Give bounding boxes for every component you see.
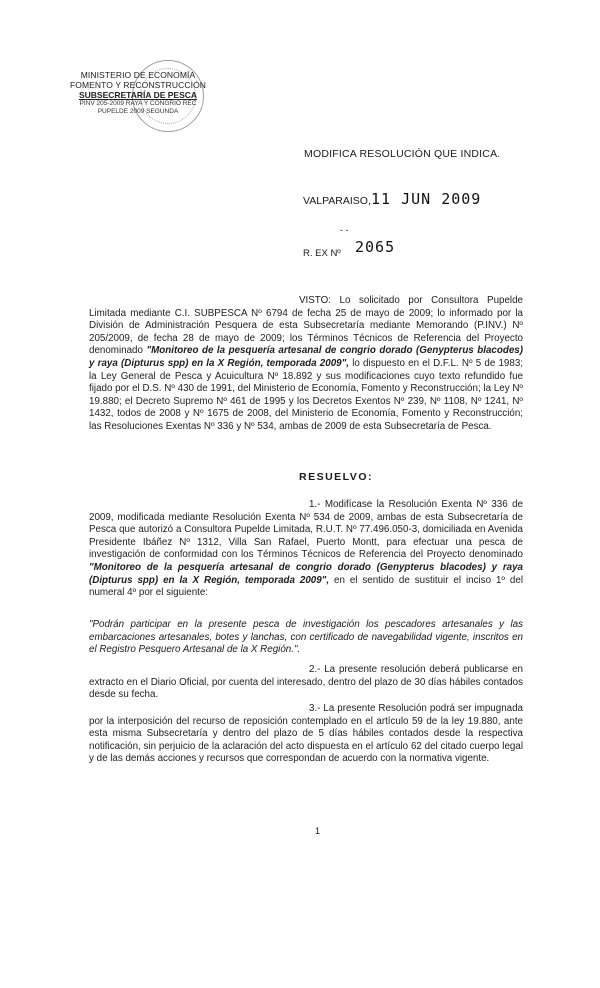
resolution-label: R. EX Nº xyxy=(303,248,341,259)
article-2 xyxy=(89,664,523,702)
date-stamp: 11 JUN 2009 xyxy=(371,190,482,208)
place-label: VALPARAISO, xyxy=(303,195,371,207)
article-1-text-continued: en el sentido de sustituir el inciso 1º del numeral 4º por el siguiente: xyxy=(89,574,523,599)
ministry-stamp xyxy=(58,70,218,116)
article-1-text: 2009, modificada mediante Resolución Exenta Nº 534 de 2009, ambas de esta Subsecretaría de Pesca que autorizó a Consultora Pupelde Limitada, R.U.T. Nº 77.496.050-3, domiciliada en Avenida Presidente Ibáñez Nº 1312, Villa San Rafael, Puerto Montt, para efectuar una pesca de investigación de conformidad con los Términos Técnicos de Referencia del Proyecto denominado xyxy=(89,511,523,561)
ministry-line-2: FOMENTO Y RECONSTRUCCIÓN xyxy=(69,80,207,90)
article-1 xyxy=(89,499,523,600)
visto-paragraph xyxy=(89,295,523,434)
article-3-lead: 3.- La presente Resolución podrá ser impugnada xyxy=(309,703,523,714)
article-1-project-name: "Monitoreo de la pesquería artesanal de congrio dorado (Genypterus blacodes) y raya (Dipturus spp) en la X Región, temporada 2009", xyxy=(89,561,523,586)
visto-text: Lo solicitado por Consultora Pupelde Limitada mediante C.I. SUBPESCA Nº 6794 de fecha 25 de mayo de 2009; lo informado por la División de Administración Pesquera de esta Subsecretaría mediante Memorando (P.INV.) Nº 205/2009, de fecha 28 de mayo de 2009; los Términos Técnicos de Referencia del Proyecto denominado xyxy=(89,295,523,357)
dash-mark: - - xyxy=(340,225,349,235)
article-2-text: extracto en el Diario Oficial, por cuenta del interesado, dentro del plazo de 30 días hábiles contados desde su fecha. xyxy=(89,676,523,701)
article-3 xyxy=(89,703,523,766)
article-3-text: por la interposición del recurso de reposición contemplado en el artículo 59 de la ley 19.880, ante esta misma Subsecretaría y dentro del plazo de 5 días hábiles contados desde la respectiva notificación, sin perjuicio de la aclaración del acto dispuesta en el artículo 62 del citado cuerpo legal y de las demás acciones y recursos que correspondan de acuerdo con la normativa vigente. xyxy=(89,715,523,765)
ministry-line-1: MINISTERIO DE ECONOMÍA xyxy=(80,70,196,80)
article-1-lead: 1.- Modifícase la Resolución Exenta Nº 336 de xyxy=(309,499,523,510)
quoted-clause: "Podrán participar en la presente pesca de investigación los pescadores artesanales y las embarcaciones artesanales, botes y lanchas, con certificado de navegabilidad vigente, inscritos en el Registro Pesquero Artesanal de la X Región.". xyxy=(89,619,523,656)
page-number: 1 xyxy=(315,826,321,836)
reference-line-2: PUPELDE 2009 SEGUNDA xyxy=(97,108,179,115)
subsecretaria-line: SUBSECRETARÍA DE PESCA xyxy=(78,90,198,100)
visto-lead: VISTO: xyxy=(299,295,331,306)
resuelvo-heading: RESUELVO: xyxy=(299,471,373,483)
document-title: MODIFICA RESOLUCIÓN QUE INDICA. xyxy=(304,148,501,160)
article-2-lead: 2.- La presente resolución deberá publicarse en xyxy=(309,664,523,675)
resolution-number: 2065 xyxy=(355,238,396,256)
visto-text-continued: lo dispuesto en el D.F.L. Nº 5 de 1983; la Ley General de Pesca y Acuicultura Nº 18.892 y sus modificaciones cuyo texto refundido fue fijado por el D.S. Nº 430 de 1991, del Ministerio de Economía, Fomento y Reconstrucción; la Ley Nº 19.880; el Decreto Supremo Nº 461 de 1995 y los Decretos Exentos Nº 239, Nº 1108, Nº 1241, Nº 1432, todos de 2008 y Nº 1675 de 2008, del Ministerio de Economía, Fomento y Reconstrucción; las Resoluciones Exentas Nº 336 y Nº 534, ambas de 2009 de esta Subsecretaría de Pesca. xyxy=(89,357,524,432)
reference-line-1: PINV 205-2009 RAYA Y CONGRIO REC xyxy=(79,100,197,107)
visto-project-name: "Monitoreo de la pesquería artesanal de congrio dorado (Genypterus blacodes) y raya (Dipturus spp) en la X Región, temporada 2009", xyxy=(89,345,523,369)
